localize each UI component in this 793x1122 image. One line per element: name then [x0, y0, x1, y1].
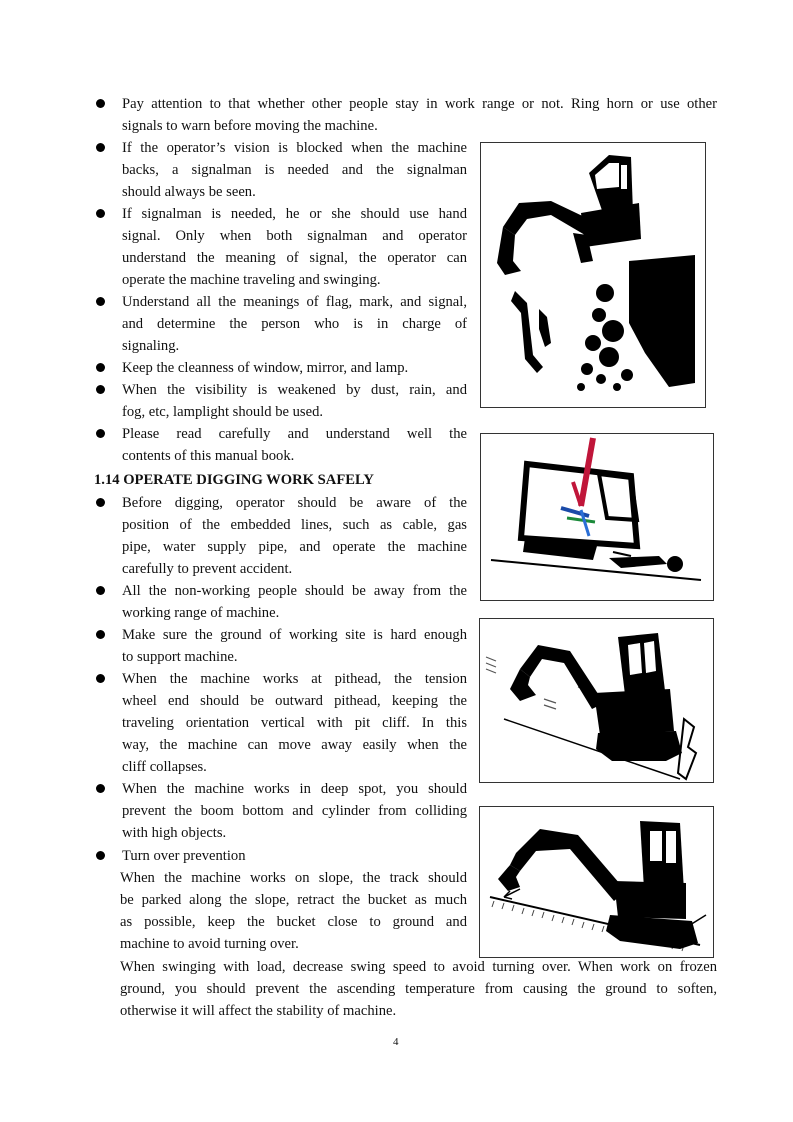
bullet-dot — [96, 498, 105, 507]
bullet-dot — [96, 674, 105, 683]
figure-cliff-excavator — [480, 142, 706, 408]
text-line: and determine the person who is in charge of — [122, 316, 467, 332]
bullet-dot — [96, 363, 105, 372]
text-line: should always be seen. — [122, 184, 256, 200]
text-line: ground, you should prevent the ascending temperature from causing the ground to soften, — [120, 981, 717, 997]
bullet-dot — [96, 784, 105, 793]
text-line: cliff collapses. — [122, 759, 207, 775]
text-line: When the machine works on slope, the track should — [120, 870, 467, 886]
figure-buried-lines — [480, 433, 714, 601]
bullet-dot — [96, 143, 105, 152]
text-line: prevent the boom bottom and cylinder from colliding — [122, 803, 467, 819]
text-line: understand the meaning of signal, the operator can — [122, 250, 467, 266]
text-line: signals to warn before moving the machine. — [122, 118, 378, 134]
text-line: Understand all the meanings of flag, mark, and signal, — [122, 294, 467, 310]
figure-pithead — [479, 618, 714, 783]
text-line: as possible, keep the bucket close to ground and — [120, 914, 467, 930]
text-line: contents of this manual book. — [122, 448, 295, 464]
text-line: to support machine. — [122, 649, 238, 665]
bullet-dot — [96, 297, 105, 306]
bullet-dot — [96, 209, 105, 218]
text-line: working range of machine. — [122, 605, 280, 621]
text-line: When the machine works at pithead, the tension — [122, 671, 467, 687]
text-line: If signalman is needed, he or she should use hand — [122, 206, 467, 222]
bullet-dot — [96, 429, 105, 438]
text-line: Pay attention to that whether other people stay in work range or not. Ring horn or use other — [122, 96, 717, 112]
text-line: signal. Only when both signalman and operator — [122, 228, 467, 244]
text-line: Turn over prevention — [122, 848, 246, 864]
text-line: Make sure the ground of working site is hard enough — [122, 627, 467, 643]
page-number: 4 — [393, 1036, 399, 1048]
text-line: Before digging, operator should be aware of the — [122, 495, 467, 511]
text-line: operate the machine traveling and swinging. — [122, 272, 381, 288]
text-line: If the operator’s vision is blocked when the machine — [122, 140, 467, 156]
text-line: fog, etc, lamplight should be used. — [122, 404, 324, 420]
text-line: Please read carefully and understand well the — [122, 426, 467, 442]
figure-slope — [479, 806, 714, 958]
text-line: All the non-working people should be away from the — [122, 583, 467, 599]
bullet-dot — [96, 385, 105, 394]
text-line: position of the embedded lines, such as cable, gas — [122, 517, 467, 533]
text-line: with high objects. — [122, 825, 227, 841]
text-line: be parked along the slope, retract the bucket as much — [120, 892, 467, 908]
text-line: backs, a signalman is needed and the signalman — [122, 162, 467, 178]
text-line: otherwise it will affect the stability of machine. — [120, 1003, 397, 1019]
text-line: carefully to prevent accident. — [122, 561, 293, 577]
text-line: Keep the cleanness of window, mirror, and lamp. — [122, 360, 409, 376]
text-line: When the machine works in deep spot, you should — [122, 781, 467, 797]
text-line: traveling orientation vertical with pit cliff. In this — [122, 715, 467, 731]
bullet-dot — [96, 586, 105, 595]
bullet-dot — [96, 630, 105, 639]
bullet-dot — [96, 851, 105, 860]
text-line: When swinging with load, decrease swing speed to avoid turning over. When work on frozen — [120, 959, 717, 975]
bullet-dot — [96, 99, 105, 108]
text-line: pipe, water supply pipe, and operate the machine — [122, 539, 467, 555]
text-line: wheel end should be outward pithead, keeping the — [122, 693, 467, 709]
text-line: When the visibility is weakened by dust, rain, and — [122, 382, 467, 398]
text-line: signaling. — [122, 338, 180, 354]
text-line: machine to avoid turning over. — [120, 936, 299, 952]
text-line: way, the machine can move away easily when the — [122, 737, 467, 753]
section-heading: 1.14 OPERATE DIGGING WORK SAFELY — [94, 472, 374, 488]
